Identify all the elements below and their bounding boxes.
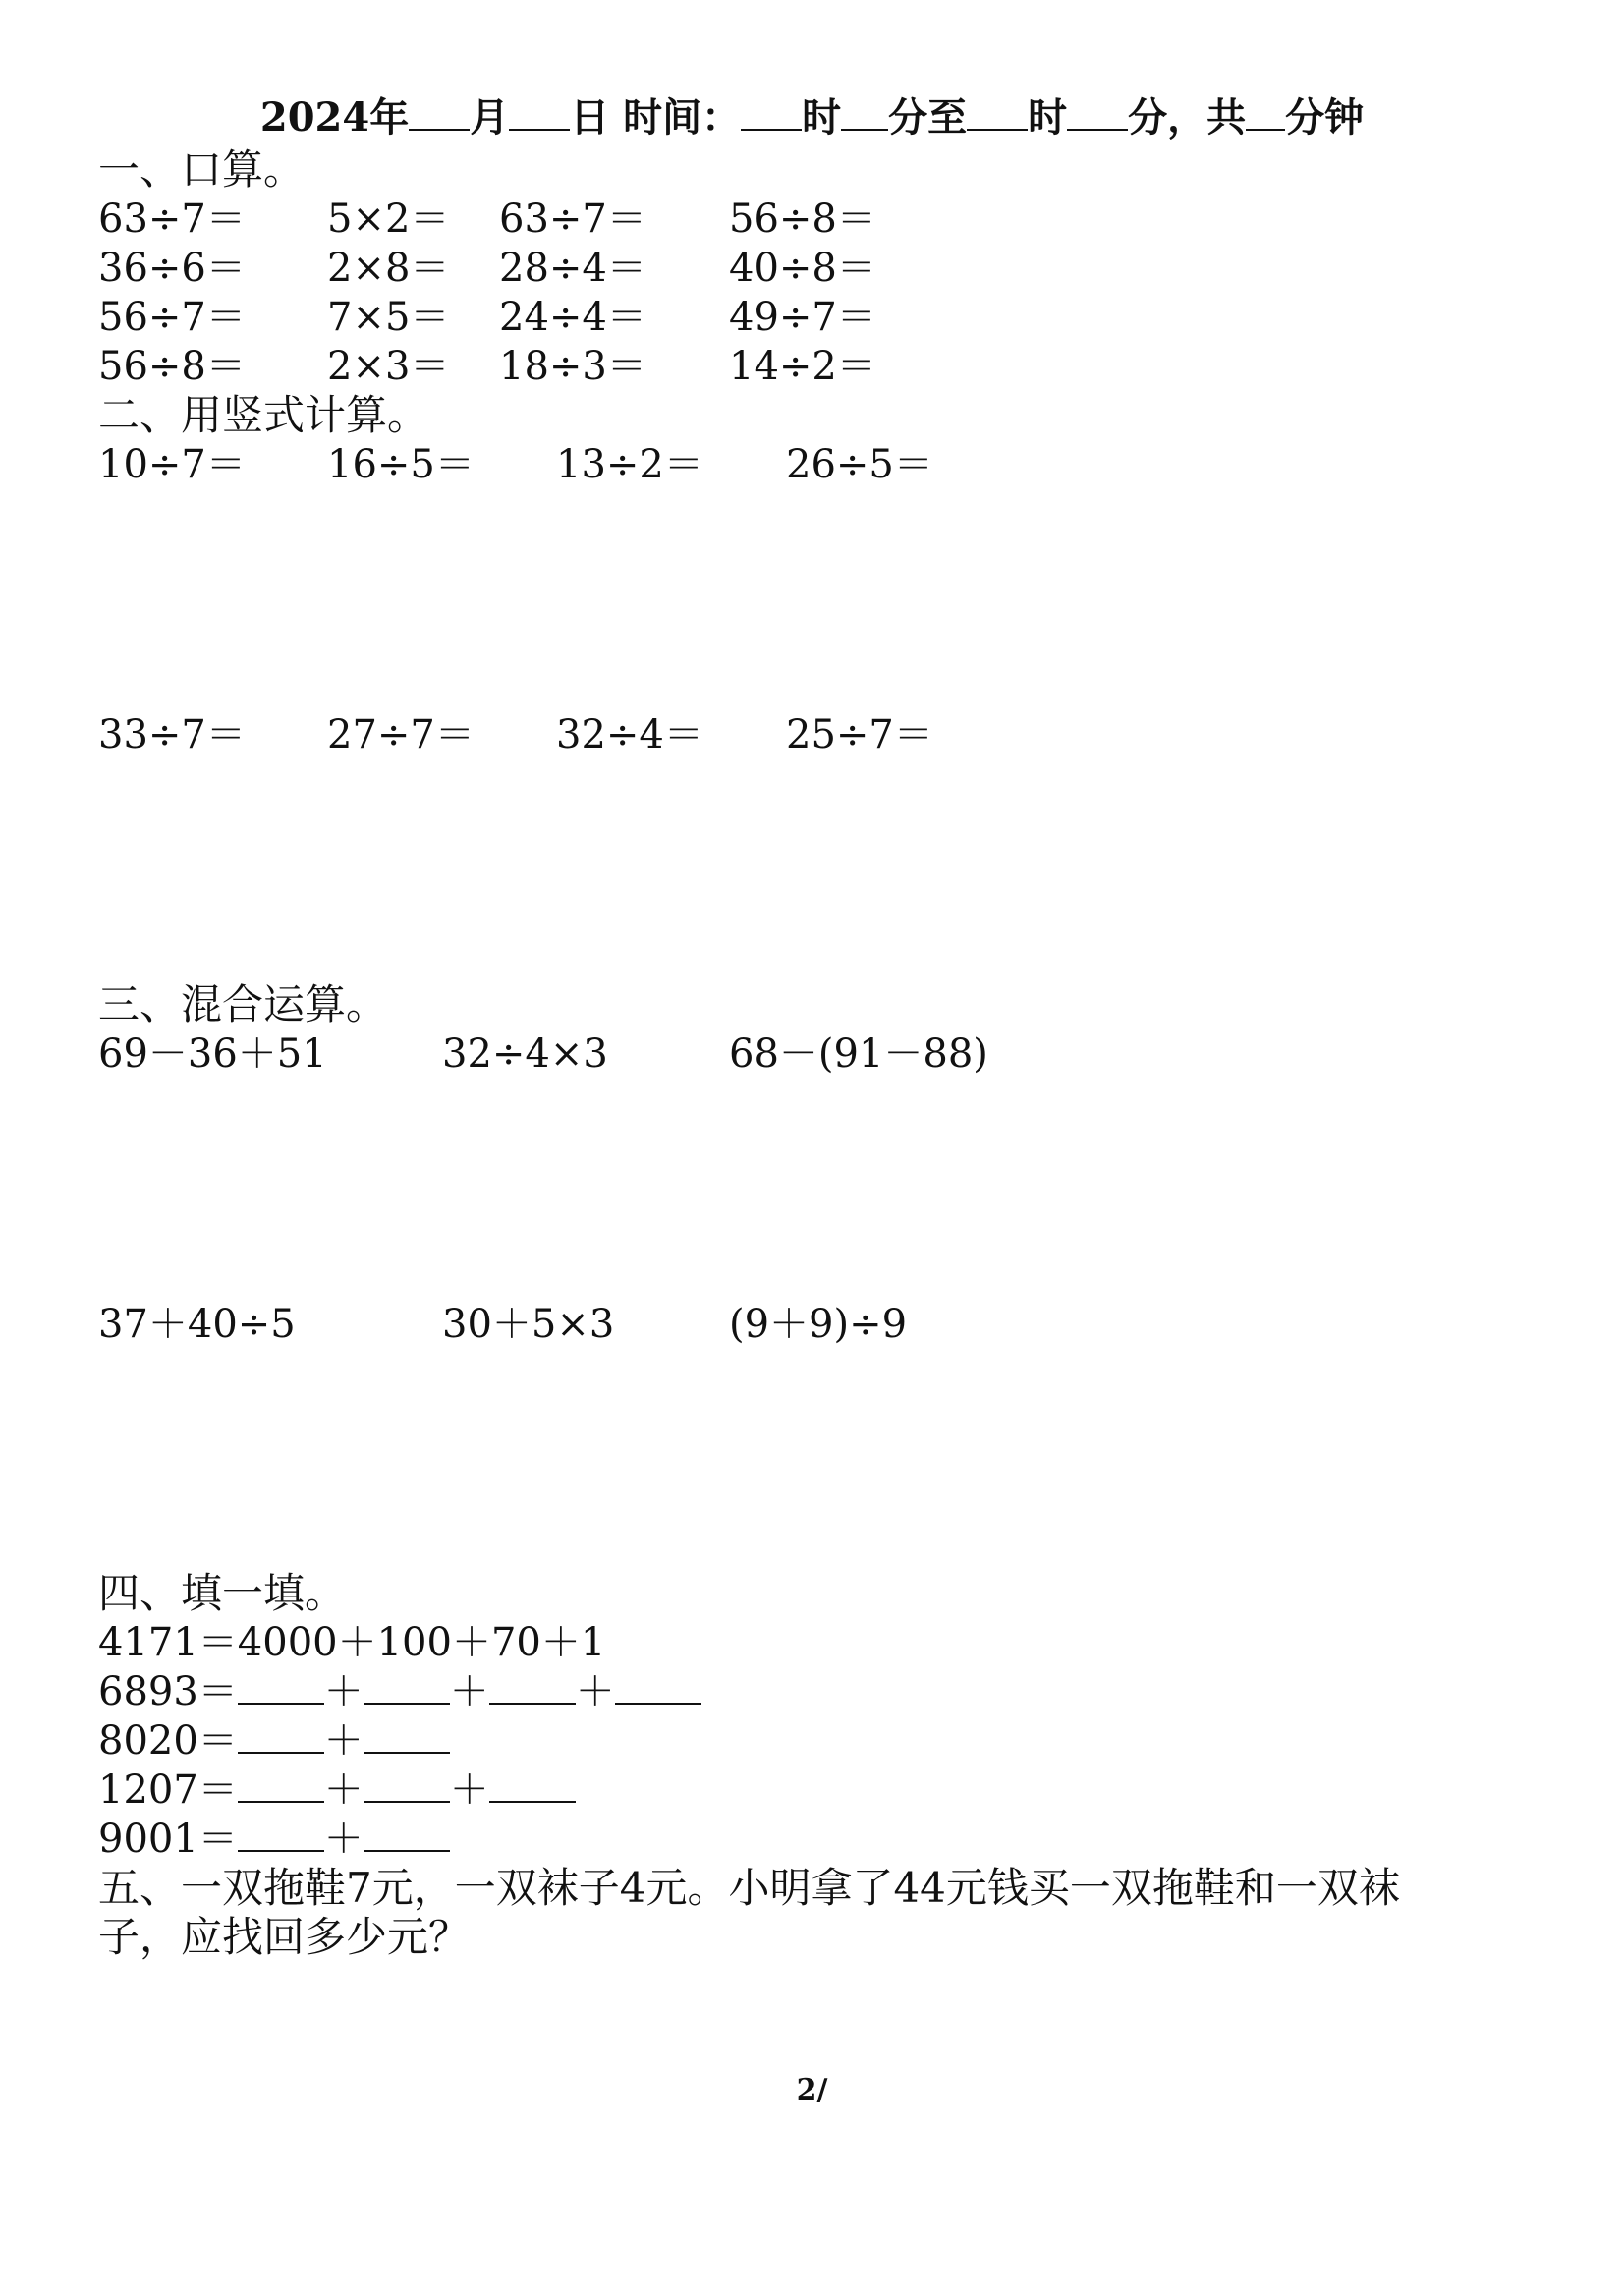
header-time-label: 时间：	[623, 94, 742, 140]
vertical-problem: 16÷5＝	[327, 442, 475, 487]
mixed-problem: 69－36＋51	[98, 1032, 327, 1077]
plus-sign: ＋	[449, 1767, 489, 1813]
vertical-problem: 25÷7＝	[786, 712, 933, 757]
header-hour2: 时	[1028, 94, 1068, 140]
month-blank[interactable]	[409, 95, 470, 131]
vertical-problem: 10÷7＝	[98, 442, 246, 487]
fill-blank[interactable]	[238, 1765, 324, 1803]
section1-title: 一、口算。	[98, 145, 306, 194]
plus-sign: ＋	[323, 1718, 364, 1764]
vertical-problem: 32÷4＝	[556, 712, 703, 757]
fill-blank[interactable]	[364, 1667, 450, 1705]
oral-problem: 2×3＝	[327, 344, 450, 389]
fill-row	[98, 1765, 576, 1815]
fill-blank[interactable]	[489, 1765, 576, 1803]
start-minute-blank[interactable]	[841, 95, 888, 131]
plus-sign: ＋	[323, 1669, 364, 1714]
oral-problem: 56÷8＝	[729, 196, 876, 242]
fill-number: 1207＝	[98, 1767, 238, 1813]
fill-blank[interactable]	[364, 1815, 450, 1852]
vertical-problem: 33÷7＝	[98, 712, 246, 757]
plus-sign: ＋	[323, 1767, 364, 1813]
fill-blank[interactable]	[238, 1667, 324, 1705]
vertical-problem: 13÷2＝	[556, 442, 703, 487]
worksheet-header	[0, 93, 1624, 142]
plus-sign: ＋	[575, 1669, 615, 1714]
header-day: 日	[570, 94, 610, 140]
fill-blank[interactable]	[364, 1716, 450, 1754]
oral-problem: 63÷7＝	[499, 196, 646, 242]
fill-row	[98, 1716, 450, 1765]
fill-blank[interactable]	[238, 1716, 324, 1754]
oral-problem: 5×2＝	[327, 196, 450, 242]
oral-problem: 40÷8＝	[729, 246, 876, 291]
header-minute2: 分，共	[1128, 94, 1247, 140]
fill-blank[interactable]	[489, 1667, 576, 1705]
fill-row	[98, 1667, 701, 1716]
fill-row	[98, 1815, 450, 1864]
fill-number: 9001＝	[98, 1817, 238, 1862]
fill-blank[interactable]	[238, 1815, 324, 1852]
fill-blank[interactable]	[615, 1667, 701, 1705]
oral-problem: 56÷8＝	[98, 344, 246, 389]
fill-blank[interactable]	[364, 1765, 450, 1803]
oral-problem: 36÷6＝	[98, 246, 246, 291]
section2-title: 二、用竖式计算。	[98, 391, 429, 439]
fill-number: 6893＝	[98, 1669, 238, 1714]
start-hour-blank[interactable]	[741, 95, 802, 131]
header-year: 2024年	[259, 94, 410, 140]
header-minutes-total: 分钟	[1285, 94, 1365, 140]
oral-problem: 49÷7＝	[729, 295, 876, 340]
oral-problem: 28÷4＝	[499, 246, 646, 291]
word-problem-line2: 子，应找回多少元？	[98, 1913, 471, 1961]
end-hour-blank[interactable]	[967, 95, 1028, 131]
day-blank[interactable]	[509, 95, 570, 131]
oral-problem: 2×8＝	[327, 246, 450, 291]
oral-problem: 18÷3＝	[499, 344, 646, 389]
fill-number: 8020＝	[98, 1718, 238, 1764]
oral-problem: 7×5＝	[327, 295, 450, 340]
mixed-problem: 68－(91－88)	[729, 1032, 988, 1077]
section3-title: 三、混合运算。	[98, 980, 388, 1029]
word-problem-line1: 五、一双拖鞋7元，一双袜子4元。小明拿了44元钱买一双拖鞋和一双袜	[98, 1864, 1400, 1912]
end-minute-blank[interactable]	[1067, 95, 1128, 131]
header-month: 月	[470, 94, 510, 140]
page-number: 2/	[796, 2073, 828, 2107]
oral-problem: 14÷2＝	[729, 344, 876, 389]
mixed-problem: 32÷4×3	[442, 1032, 608, 1077]
oral-problem: 56÷7＝	[98, 295, 246, 340]
oral-problem: 63÷7＝	[98, 196, 246, 242]
vertical-problem: 26÷5＝	[786, 442, 933, 487]
fill-example: 4171＝4000＋100＋70＋1	[98, 1620, 606, 1665]
mixed-problem: 30＋5×3	[442, 1302, 615, 1347]
header-minute1: 分至	[888, 94, 968, 140]
oral-problem: 24÷4＝	[499, 295, 646, 340]
mixed-problem: 37＋40÷5	[98, 1302, 296, 1347]
mixed-problem: (9＋9)÷9	[729, 1302, 908, 1347]
vertical-problem: 27÷7＝	[327, 712, 475, 757]
plus-sign: ＋	[323, 1817, 364, 1862]
header-hour1: 时	[802, 94, 842, 140]
total-minutes-blank[interactable]	[1246, 95, 1285, 131]
plus-sign: ＋	[449, 1669, 489, 1714]
section4-title: 四、填一填。	[98, 1569, 347, 1617]
